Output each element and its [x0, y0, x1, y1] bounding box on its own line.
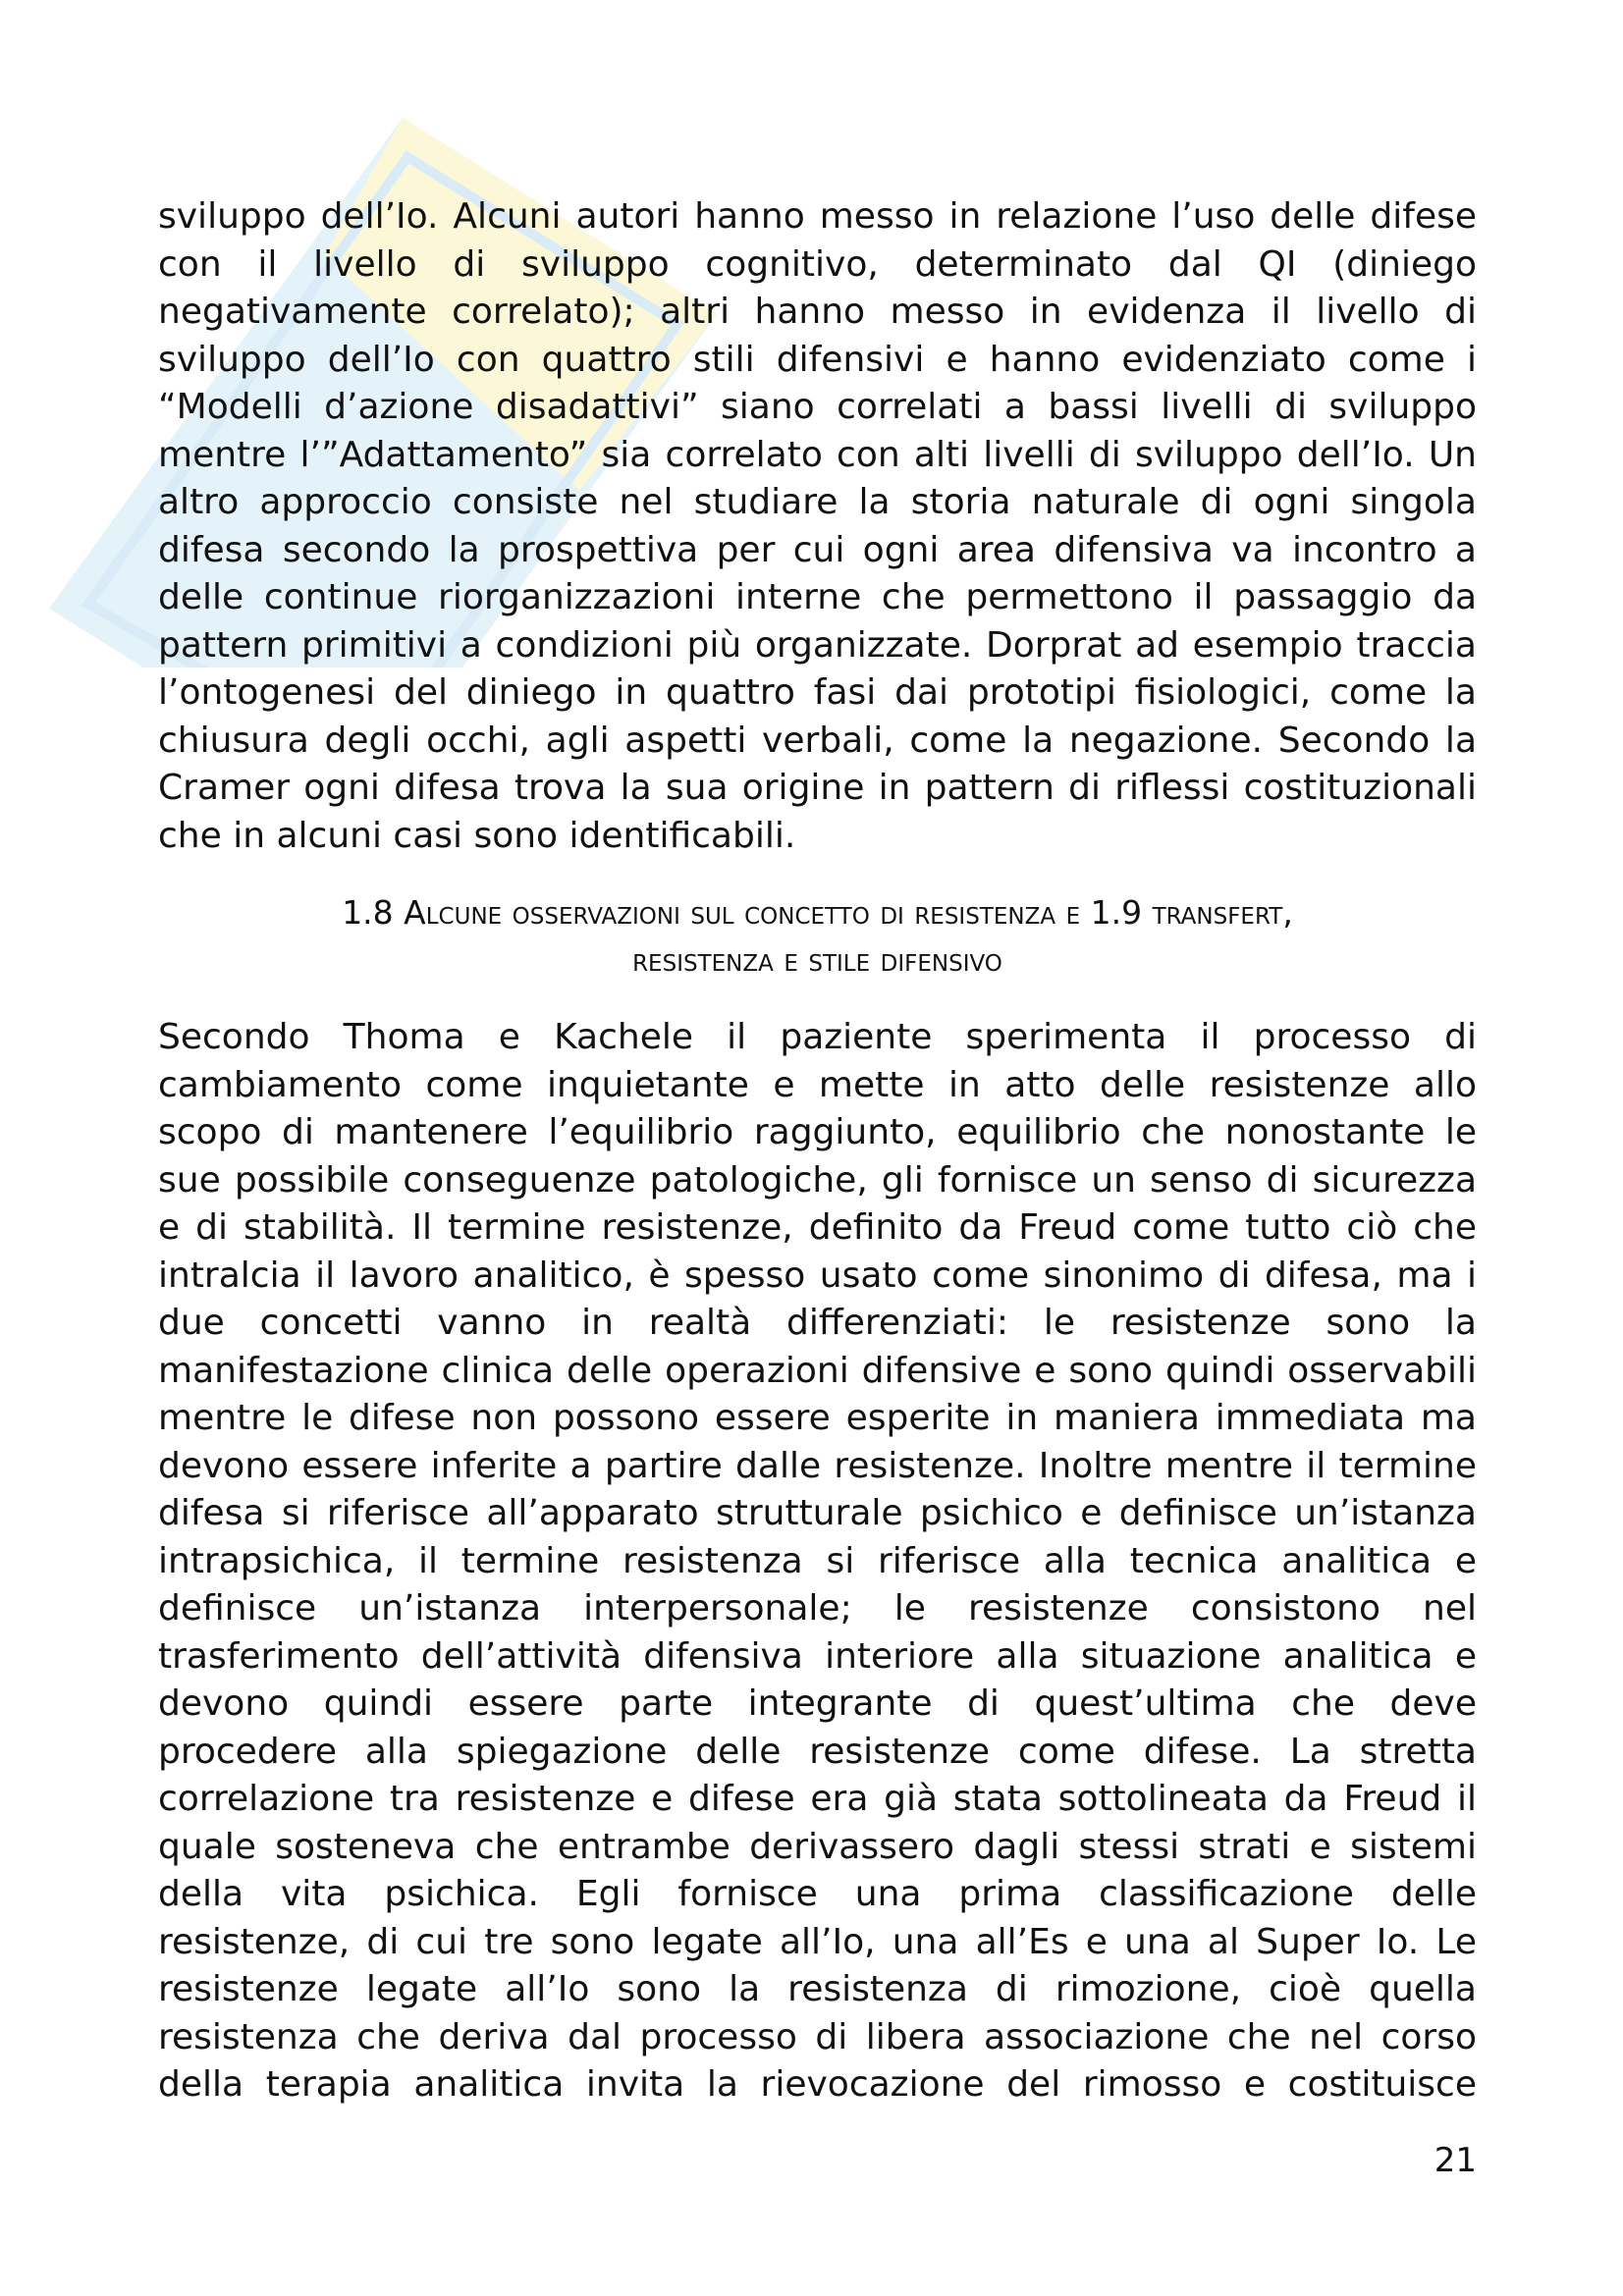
text-line: sue possibile conseguenze patologiche, gli fornisce un senso di sicurezza	[158, 1159, 1477, 1201]
heading-line-1: 1.8 Alcune osservazioni sul concetto di resistenza e 1.9 transfert,	[342, 893, 1293, 932]
text-line: l’ontogenesi del diniego in quattro fasi dai prototipi fisiologici, come la	[158, 672, 1477, 713]
text-line: difesa secondo la prospettiva per cui ogni area difensiva va incontro a	[158, 529, 1477, 570]
paragraph-1	[158, 193, 1477, 860]
text-line: negativamente correlato); altri hanno messo in evidenza il livello di	[158, 292, 1477, 332]
text-line: resistenza che deriva dal processo di libera associazione che nel corso	[158, 2016, 1477, 2057]
text-line: difesa si riferisce all’apparato strutturale psichico e definisce un’istanza	[158, 1493, 1477, 1533]
text-line: pattern primitivi a condizioni più organizzate. Dorprat ad esempio traccia	[158, 624, 1477, 666]
text-line: due concetti vanno in realtà differenziati: le resistenze sono la	[158, 1303, 1477, 1343]
text-line: Cramer ogni difesa trova la sua origine in pattern di riflessi costituzionali	[158, 768, 1477, 808]
text-line: intrapsichica, il termine resistenza si riferisce alla tecnica analitica e	[158, 1540, 1477, 1581]
text-line: e di stabilità. Il termine resistenze, definito da Freud come tutto ciò che	[158, 1207, 1477, 1248]
text-line: sviluppo dell’Io con quattro stili difensivi e hanno evidenziato come i	[158, 339, 1477, 380]
text-line: cambiamento come inquietante e mette in atto delle resistenze allo	[158, 1064, 1477, 1105]
text-line: devono essere inferite a partire dalle resistenze. Inoltre mentre il termine	[158, 1445, 1477, 1486]
text-line: con il livello di sviluppo cognitivo, determinato dal QI (diniego	[158, 243, 1477, 285]
text-line: della terapia analitica invita la rievocazione del rimosso e costituisce	[158, 2064, 1477, 2105]
text-line: mentre le difese non possono essere esperite in maniera immediata ma	[158, 1398, 1477, 1438]
text-line: che in alcuni casi sono identificabili.	[158, 815, 796, 856]
text-line: chiusura degli occhi, agli aspetti verbali, come la negazione. Secondo la	[158, 720, 1477, 761]
text-line: Secondo Thoma e Kachele il paziente sperimenta il processo di	[158, 1017, 1477, 1057]
text-line: trasferimento dell’attività difensiva interiore alla situazione analitica e	[158, 1635, 1477, 1677]
text-line: sviluppo dell’Io. Alcuni autori hanno messo in relazione l’uso delle difese	[158, 196, 1477, 237]
heading-line-2: resistenza e stile difensivo	[632, 940, 1002, 979]
text-line: delle continue riorganizzazioni interne che permettono il passaggio da	[158, 577, 1477, 617]
text-line: mentre l’”Adattamento” sia correlato con alti livelli di sviluppo dell’Io. Un	[158, 434, 1477, 475]
text-line: scopo di mantenere l’equilibrio raggiunto, equilibrio che nonostante le	[158, 1112, 1477, 1152]
text-line: resistenze legate all’Io sono la resistenza di rimozione, cioè quella	[158, 1969, 1477, 2009]
text-line: quale sosteneva che entrambe derivassero dagli stessi strati e sistemi	[158, 1826, 1477, 1867]
paragraph-2	[158, 1014, 1477, 2109]
text-line: resistenze, di cui tre sono legate all’Io, una all’Es e una al Super Io. Le	[158, 1921, 1477, 1962]
text-line: procedere alla spiegazione delle resistenze come difese. La stretta	[158, 1731, 1477, 1772]
text-line: intralcia il lavoro analitico, è spesso usato come sinonimo di difesa, ma i	[158, 1255, 1477, 1296]
page-number: 21	[1434, 2141, 1477, 2180]
text-line: della vita psichica. Egli fornisce una prima classificazione delle	[158, 1874, 1477, 1914]
text-line: devono quindi essere parte integrante di quest’ultima che deve	[158, 1683, 1477, 1724]
section-heading	[158, 889, 1477, 984]
text-line: “Modelli d’azione disadattivi” siano correlati a bassi livelli di sviluppo	[158, 387, 1477, 427]
text-line: correlazione tra resistenze e difese era già stata sottolineata da Freud il	[158, 1779, 1477, 1819]
text-line: altro approccio consiste nel studiare la storia naturale di ogni singola	[158, 482, 1477, 522]
text-line: manifestazione clinica delle operazioni difensive e sono quindi osservabili	[158, 1350, 1477, 1391]
text-line: definisce un’istanza interpersonale; le resistenze consistono nel	[158, 1588, 1477, 1629]
